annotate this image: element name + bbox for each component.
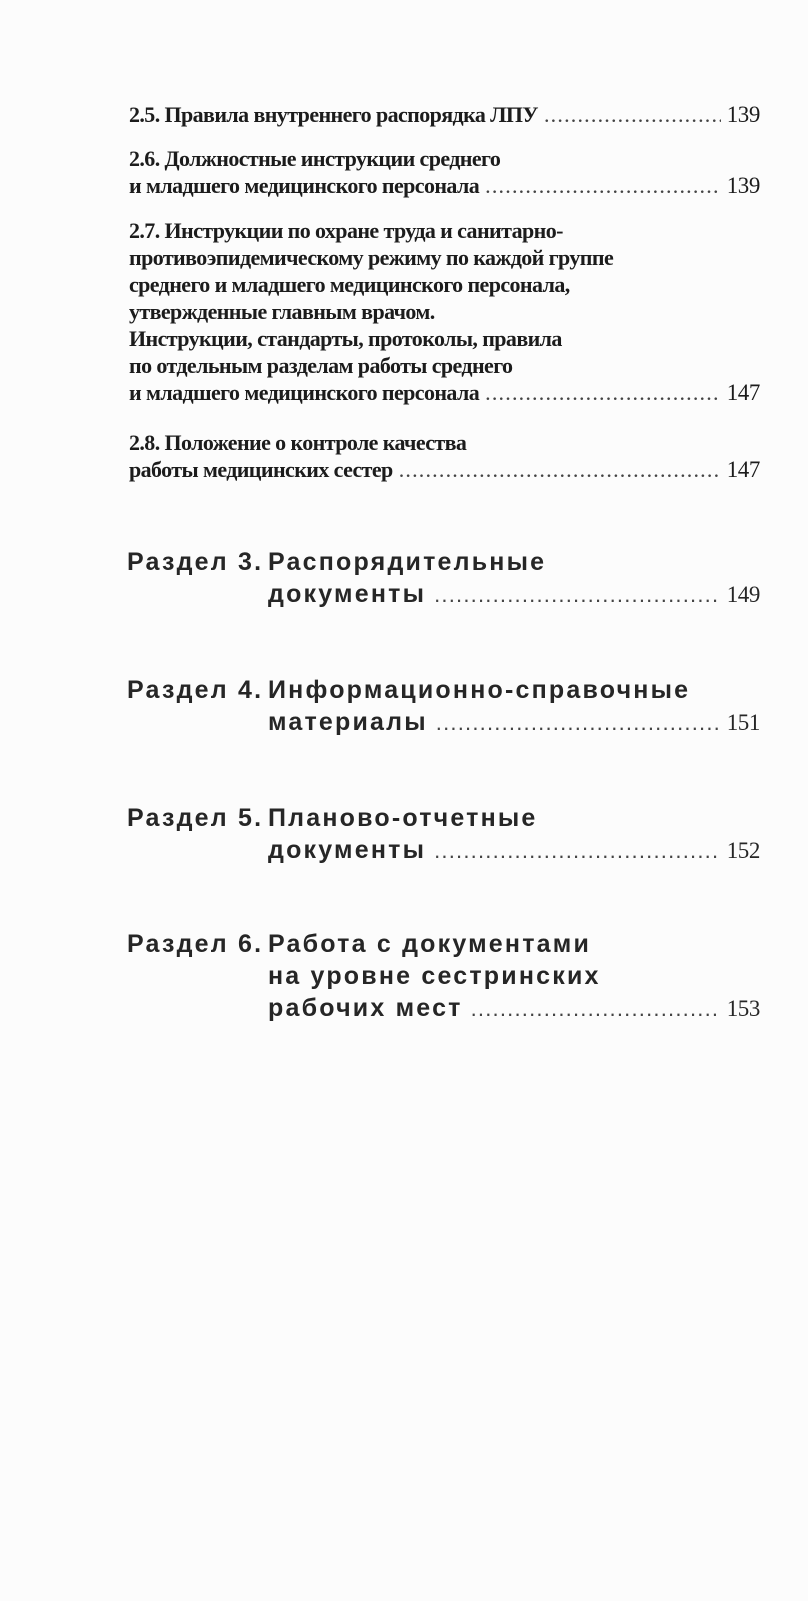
toc-entry-title-cont: и младшего медицинского персонала	[129, 173, 480, 198]
toc-entry-title-cont: по отдельным разделам работы среднего	[129, 353, 513, 378]
toc-section-4[interactable]	[127, 674, 760, 739]
page-number: 152	[726, 838, 760, 863]
toc-entry-line	[268, 992, 760, 1025]
section-label: Раздел 3.	[127, 548, 264, 576]
toc-entry-title-cont: и младшего медицинского персонала	[129, 380, 480, 405]
leader-dots	[485, 172, 721, 199]
page-number: 147	[726, 457, 760, 482]
page-number: 147	[726, 380, 760, 405]
toc-entry-line	[129, 379, 760, 406]
toc-entry-line	[129, 101, 760, 128]
leader-dots	[434, 579, 721, 611]
section-title: Распорядительные	[268, 548, 547, 576]
toc-section-6[interactable]	[127, 928, 760, 1025]
leader-dots	[399, 456, 721, 483]
toc-entry-title-cont: работы медицинских сестер	[129, 457, 393, 482]
toc-entry-line	[268, 706, 760, 739]
toc-entry-title: 2.6. Должностные инструкции среднего	[129, 146, 501, 171]
toc-entry-title-cont: среднего и младшего медицинского персонала,	[129, 272, 570, 297]
toc-entry-2-8[interactable]	[129, 429, 760, 483]
section-title: Работа с документами	[268, 930, 592, 958]
section-label: Раздел 4.	[127, 676, 264, 704]
section-title-cont: материалы	[268, 708, 428, 736]
section-title: Информационно-справочные	[268, 676, 691, 704]
toc-entry-title: 2.7. Инструкции по охране труда и санитарно-	[129, 218, 563, 243]
toc-section-5[interactable]	[127, 802, 760, 867]
section-title-cont: документы	[268, 836, 427, 864]
toc-entry-title-cont: утвержденные главным врачом.	[129, 299, 435, 324]
page-number: 149	[726, 582, 760, 607]
toc-entry-title: 2.8. Положение о контроле качества	[129, 430, 467, 455]
leader-dots	[471, 993, 721, 1025]
toc-entry-2-6[interactable]	[129, 145, 760, 199]
leader-dots	[485, 379, 721, 406]
toc-entry-2-7[interactable]	[129, 217, 760, 406]
section-title-cont: документы	[268, 580, 427, 608]
section-label: Раздел 6.	[127, 930, 264, 958]
section-label: Раздел 5.	[127, 804, 264, 832]
toc-entry-title: 2.5. Правила внутреннего распорядка ЛПУ	[129, 102, 538, 127]
toc-entry-line	[268, 578, 760, 611]
leader-dots	[434, 835, 721, 867]
toc-entry-title-cont: Инструкции, стандарты, протоколы, правила	[129, 326, 562, 351]
page-number: 151	[726, 710, 760, 735]
toc-entry-title-cont: противоэпидемическому режиму по каждой группе	[129, 245, 614, 270]
toc-entry-line	[129, 172, 760, 199]
leader-dots	[436, 707, 721, 739]
section-title: Планово-отчетные	[268, 804, 538, 832]
toc-entry-2-5[interactable]	[129, 101, 760, 128]
page-number: 153	[726, 996, 760, 1021]
toc-section-3[interactable]	[127, 546, 760, 611]
page-number: 139	[726, 102, 760, 127]
page-number: 139	[726, 173, 760, 198]
leader-dots	[544, 101, 721, 128]
toc-entry-line	[129, 456, 760, 483]
section-title-cont: рабочих мест	[268, 994, 463, 1022]
section-title-cont: на уровне сестринских	[268, 962, 601, 990]
toc-entry-line	[268, 834, 760, 867]
